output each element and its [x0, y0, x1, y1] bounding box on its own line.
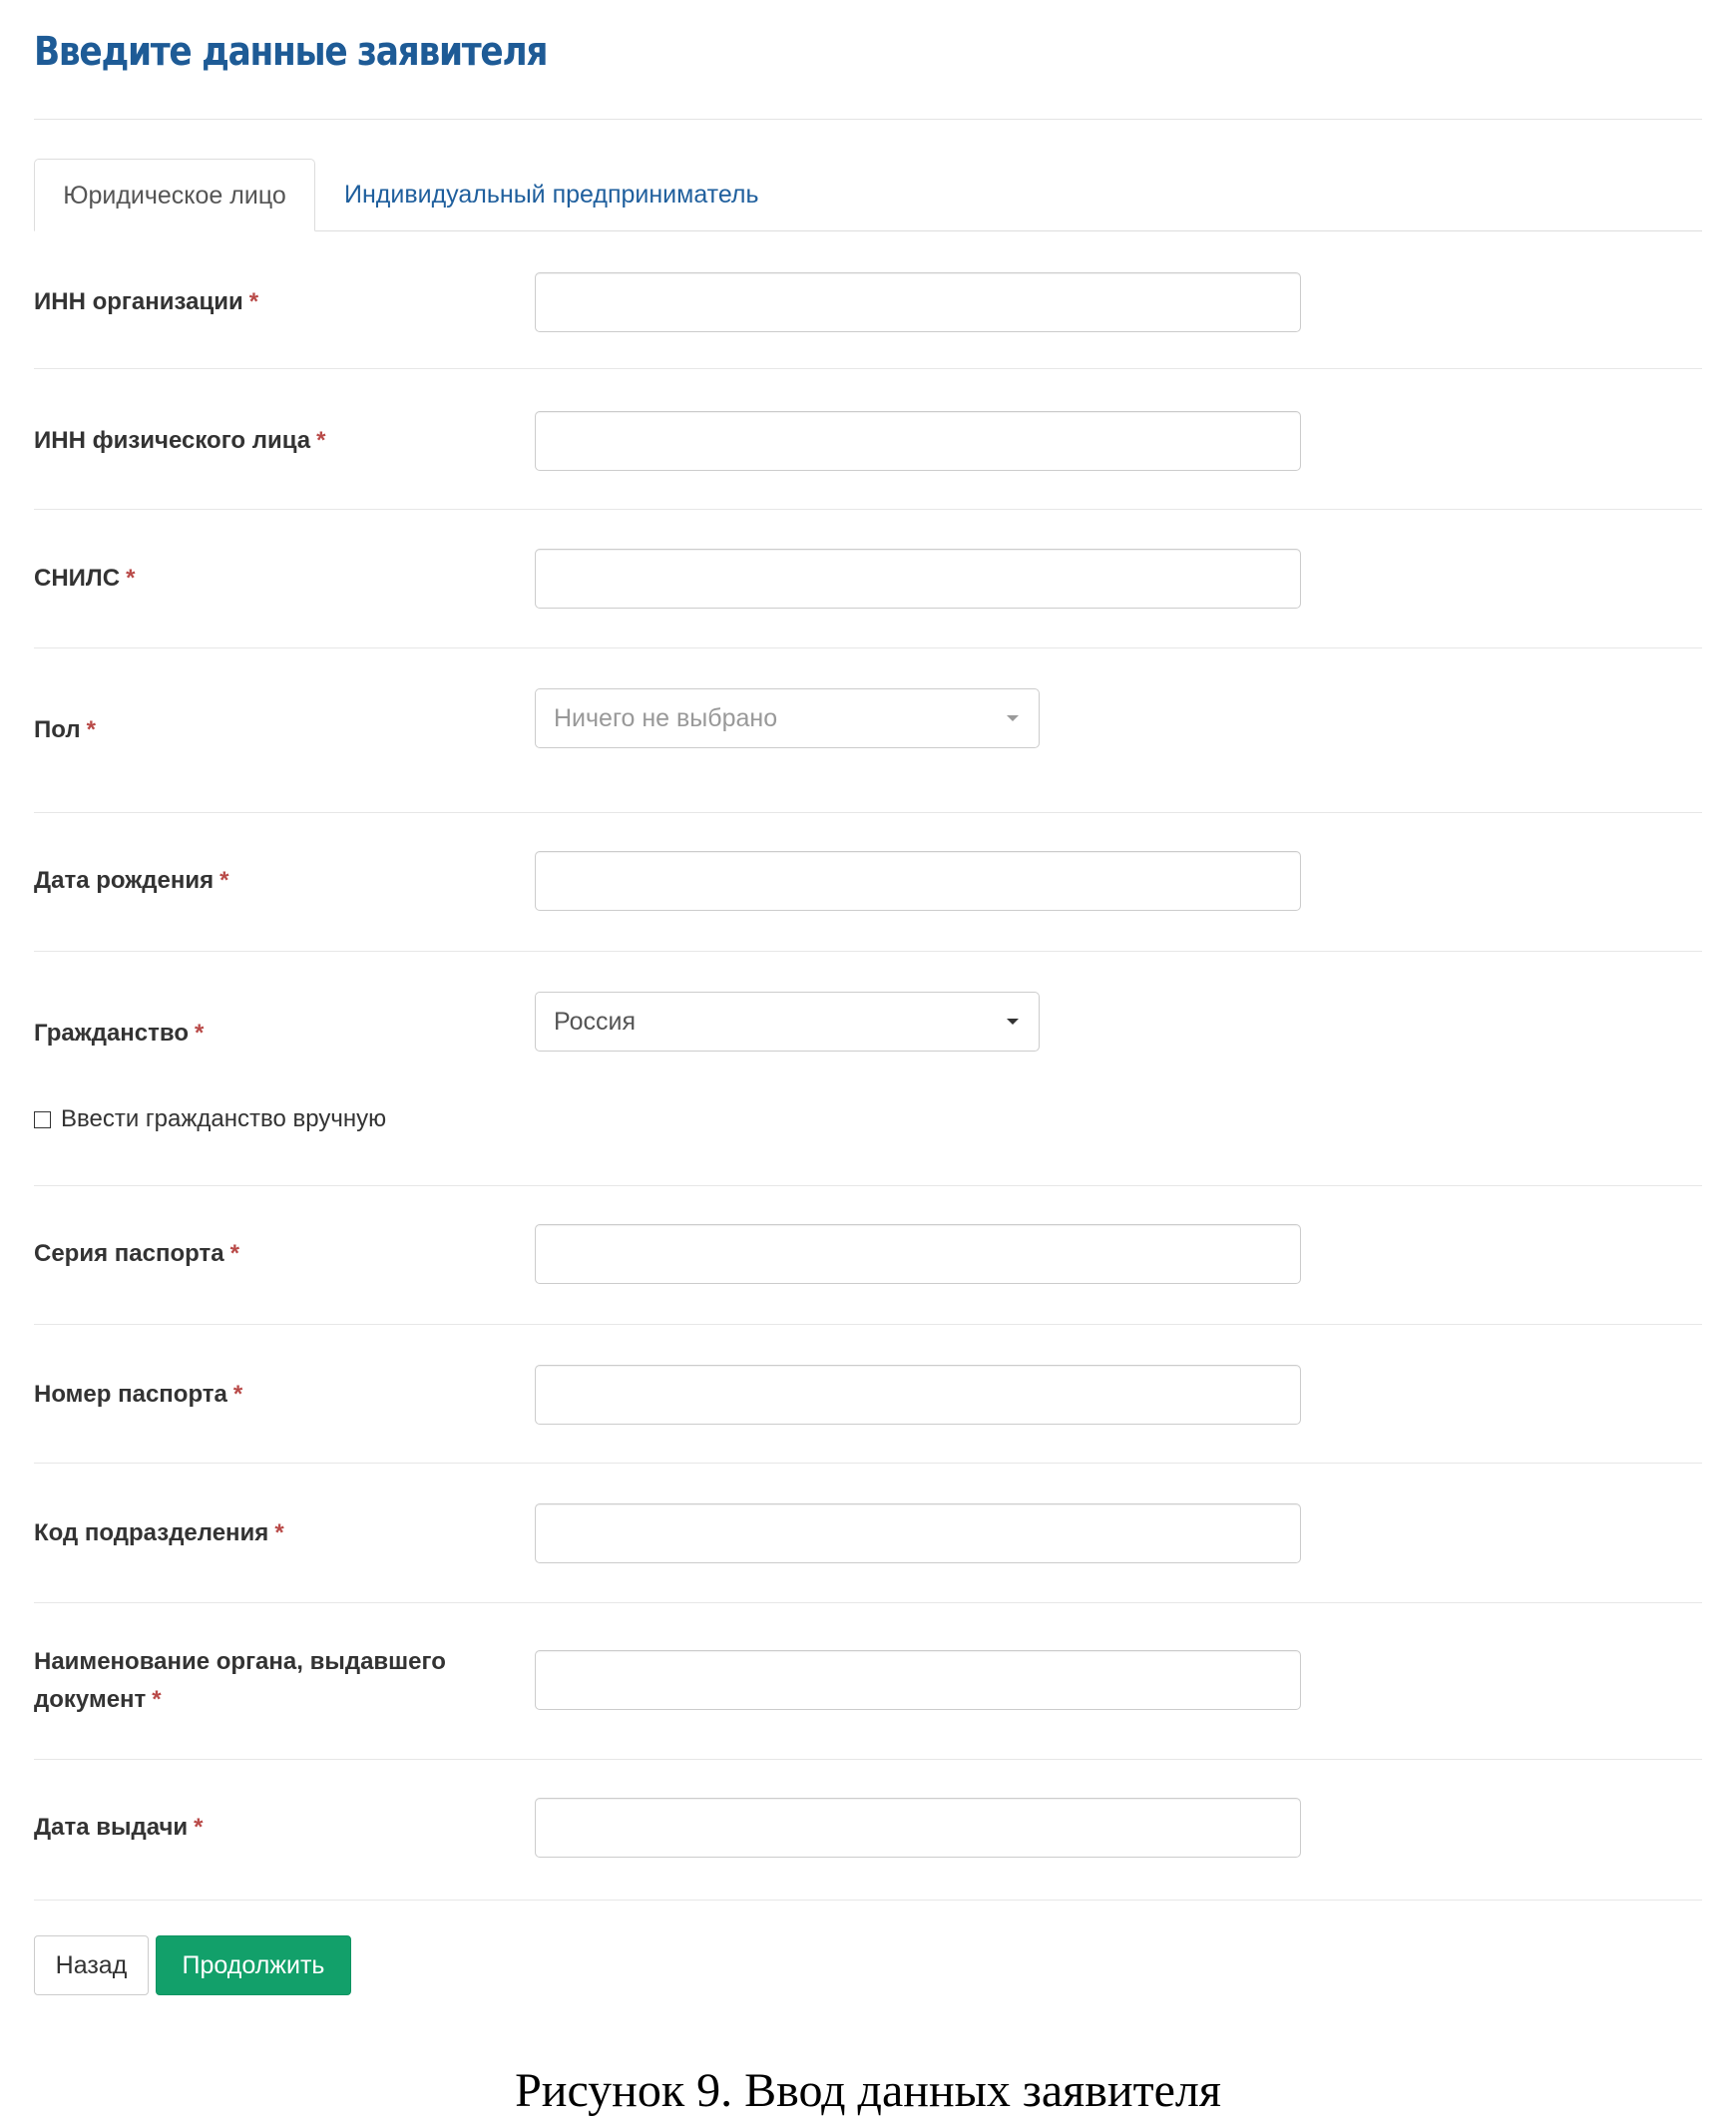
row-divider	[34, 647, 1702, 648]
required-asterisk: *	[248, 288, 259, 315]
required-asterisk: *	[194, 1814, 204, 1841]
manual-citizenship-checkbox[interactable]	[34, 1111, 51, 1128]
row-divider	[34, 1602, 1702, 1603]
back-button[interactable]: Назад	[34, 1935, 149, 1995]
title-divider	[34, 119, 1702, 120]
inn-org-input[interactable]	[535, 272, 1301, 332]
row-divider	[34, 951, 1702, 952]
row-divider	[34, 1185, 1702, 1186]
birth-date-label: Дата рождения *	[34, 867, 229, 894]
snils-label: СНИЛС *	[34, 565, 136, 592]
division-code-input[interactable]	[535, 1503, 1301, 1563]
row-divider	[34, 1324, 1702, 1325]
tab-individual-entrepreneur[interactable]: Индивидуальный предприниматель	[344, 181, 759, 209]
required-asterisk: *	[86, 716, 96, 743]
required-asterisk: *	[195, 1020, 205, 1047]
chevron-down-icon	[1007, 715, 1019, 721]
citizenship-select-value: Россия	[554, 1008, 636, 1036]
inn-person-input[interactable]	[535, 411, 1301, 471]
passport-series-label: Серия паспорта *	[34, 1240, 239, 1267]
passport-series-input[interactable]	[535, 1224, 1301, 1284]
row-divider	[34, 812, 1702, 813]
issuing-authority-input[interactable]	[535, 1650, 1301, 1710]
snils-input[interactable]	[535, 549, 1301, 609]
manual-citizenship-label: Ввести гражданство вручную	[61, 1105, 387, 1132]
gender-select[interactable]	[535, 688, 1040, 748]
row-divider	[34, 368, 1702, 369]
issue-date-label: Дата выдачи *	[34, 1814, 204, 1841]
chevron-down-icon	[1007, 1019, 1019, 1025]
citizenship-label: Гражданство *	[34, 1020, 205, 1047]
passport-number-label: Номер паспорта *	[34, 1381, 243, 1408]
required-asterisk: *	[126, 565, 136, 592]
tab-bar	[34, 159, 1702, 231]
required-asterisk: *	[232, 1381, 243, 1408]
required-asterisk: *	[219, 867, 229, 894]
issuing-authority-label: Наименование органа, выдавшего документ *	[34, 1648, 446, 1713]
inn-person-label: ИНН физического лица *	[34, 427, 326, 454]
continue-button[interactable]: Продолжить	[156, 1935, 351, 1995]
tab-legal-entity[interactable]: Юридическое лицо	[34, 159, 315, 231]
issue-date-input[interactable]	[535, 1798, 1301, 1858]
required-asterisk: *	[229, 1240, 239, 1267]
row-divider	[34, 509, 1702, 510]
citizenship-select[interactable]	[535, 992, 1040, 1052]
inn-org-label: ИНН организации *	[34, 288, 259, 315]
figure-caption: Рисунок 9. Ввод данных заявителя	[515, 2064, 1221, 2117]
division-code-label: Код подразделения *	[34, 1519, 284, 1546]
row-divider	[34, 1759, 1702, 1760]
row-divider	[34, 1900, 1702, 1901]
gender-label: Пол *	[34, 716, 96, 743]
required-asterisk: *	[152, 1686, 162, 1713]
birth-date-input[interactable]	[535, 851, 1301, 911]
page-title: Введите данные заявителя	[34, 29, 548, 75]
gender-select-value: Ничего не выбрано	[554, 704, 778, 732]
required-asterisk: *	[274, 1519, 284, 1546]
row-divider	[34, 1463, 1702, 1464]
required-asterisk: *	[316, 427, 326, 454]
manual-citizenship-option[interactable]	[34, 1102, 386, 1136]
passport-number-input[interactable]	[535, 1365, 1301, 1425]
